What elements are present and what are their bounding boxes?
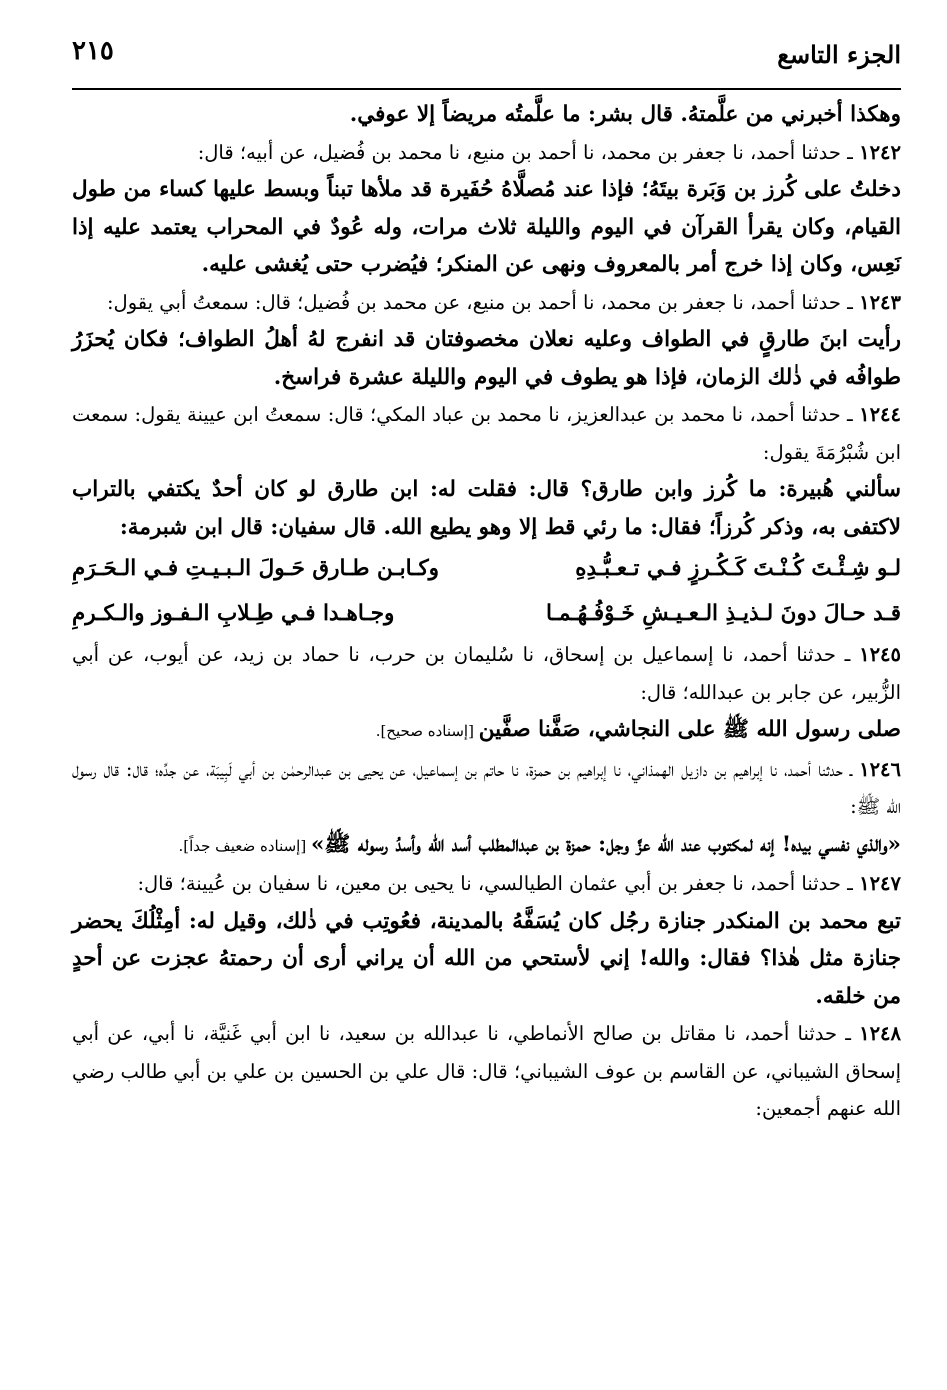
isnad-paragraph xyxy=(72,751,901,826)
isnad-text: ـ حدثنا أحمد، نا إبراهيم بن دازيل الهمذاني، نا إبراهيم بن حمزة، نا حاتم بن إسماعيل، عن يحيى بن عبدالرحمٰن بن أبي لَبِيبَة، عن جدِّه؛ قال: قال رسول الله ﷺ: xyxy=(72,757,901,818)
verse-first-hemistich: لـو شِـئْـتَ كُـنْـتَ كَـكُـرزٍ فـي تـعـبُّـدِهِ xyxy=(575,556,901,581)
matn-text: صلى رسول الله ﷺ على النجاشي، صَفَّنا صفَّين xyxy=(478,717,901,742)
isnad-text: ـ حدثنا أحمد، نا جعفر بن أبي عثمان الطيالسي، نا يحيى بن معين، نا سفيان بن عُيينة؛ قال: xyxy=(137,872,860,895)
matn-paragraph xyxy=(72,711,901,751)
isnad-text: ـ حدثنا أحمد، نا جعفر بن محمد، نا أحمد بن منيع، نا محمد بن فُضيل، عن أبيه؛ قال: xyxy=(197,140,860,164)
poetry-verse xyxy=(72,591,901,636)
matn-paragraph xyxy=(72,321,901,396)
verse-first-hemistich: قـد حـالَ دونَ لـذيـذِ الـعـيـشِ خَـوْفُـهُـمـا xyxy=(546,601,901,626)
matn-paragraph xyxy=(72,96,901,134)
isnad-text: ـ حدثنا أحمد، نا محمد بن عبدالعزيز، نا محمد بن عباد المكي؛ قال: سمعتُ ابن عيينة يقول: سمعت ابن شُبْرُمَةَ يقول: xyxy=(72,403,901,464)
matn-text: دخلتُ على كُرز بن وَبَرة بيتَهُ؛ فإذا عند مُصلَّاهُ حُفَيرة قد ملأها تبناً وبسط عليها كساء من طول القيام، وكان يقرأ القرآن في اليوم والليلة ثلاث مرات، وله عُودٌ في المحراب يعتمد عليه إذا نَعِس، وكان إذا خرج أمر بالمعروف ونهى عن المنكر؛ فيُضرب حتى يُغشى عليه. xyxy=(72,177,901,277)
matn-text: وهكذا أخبرني من علَّمتهُ. قال بشر: ما علَّمتُه مريضاً إلا عوفي. xyxy=(349,102,901,127)
hadith-number: ١٢٤٢ xyxy=(859,140,901,164)
page-body xyxy=(72,96,901,1128)
isnad-paragraph xyxy=(72,1015,901,1128)
matn-paragraph xyxy=(72,903,901,1016)
verse-second-hemistich: وكـابـن طـارق حَـولَ الـبـيـتِ فـي الـحَـرَمِ xyxy=(72,556,440,581)
hadith-number: ١٢٤٨ xyxy=(859,1022,901,1045)
matn-paragraph xyxy=(72,826,901,866)
isnad-grade: [إسناده ضعيف جداً]. xyxy=(178,836,311,855)
hadith-number: ١٢٤٥ xyxy=(859,643,901,666)
hadith-number: ١٢٤٤ xyxy=(859,403,901,426)
isnad-paragraph xyxy=(72,865,901,903)
poetry-verse xyxy=(72,546,901,591)
hadith-number: ١٢٤٣ xyxy=(859,290,901,314)
page-header xyxy=(72,36,901,90)
matn-text: «والذي نفسي بيده! إنه لمكتوب عند الله عزَّ وجل: حمزة بن عبدالمطلب أسد الله وأسدُ رسوله ﷺ» xyxy=(310,831,901,857)
matn-paragraph xyxy=(72,171,901,284)
isnad-text: ـ حدثنا أحمد، نا جعفر بن محمد، نا أحمد بن منيع، عن محمد بن فُضيل؛ قال: سمعتُ أبي يقول: xyxy=(106,290,860,314)
isnad-text: ـ حدثنا أحمد، نا إسماعيل بن إسحاق، نا سُليمان بن حرب، نا حماد بن زيد، عن أيوب، عن أبي الزُّبير، عن جابر بن عبدالله؛ قال: xyxy=(72,643,901,704)
hadith-number: ١٢٤٧ xyxy=(859,872,901,895)
isnad-paragraph xyxy=(72,636,901,711)
matn-text: سألني هُبيرة: ما كُرز وابن طارق؟ قال: فقلت له: ابن طارق لو كان أحدٌ يكتفي بالتراب لاكتفى به، وذكر كُرزاً؛ فقال: ما رئي قط إلا وهو يطيع الله. قال سفيان: قال ابن شبرمة: xyxy=(72,477,901,540)
verse-second-hemistich: وجـاهـدا فـي طِـلابِ الـفـوز والـكـرمِ xyxy=(72,601,395,626)
isnad-paragraph xyxy=(72,134,901,172)
page-number: ٢١٥ xyxy=(72,36,114,66)
isnad-paragraph xyxy=(72,284,901,322)
isnad-grade: [إسناده صحيح]. xyxy=(375,722,479,740)
hadith-number: ١٢٤٦ xyxy=(859,757,901,781)
matn-text: تبع محمد بن المنكدر جنازة رجُل كان يُسَفَّهُ بالمدينة، فعُوتِب في ذٰلك، وقيل له: أمِثْلُكَ يحضر جنازة مثل هٰذا؟ فقال: والله! إني لأستحي من الله أن يراني أرى أن رحمتهُ عجزت عن أحدٍ من خلقه. xyxy=(72,908,901,1009)
matn-paragraph xyxy=(72,471,901,546)
isnad-paragraph xyxy=(72,396,901,471)
isnad-text: ـ حدثنا أحمد، نا مقاتل بن صالح الأنماطي، نا عبدالله بن سعيد، نا ابن أبي غَنيَّة، نا أبي، عن أبي إسحاق الشيباني، عن القاسم بن عوف الشيباني؛ قال: قال علي بن الحسين بن علي بن أبي طالب رضي الله عنهم أجمعين: xyxy=(72,1022,901,1120)
running-title: الجزء التاسع xyxy=(777,40,901,69)
matn-text: رأيت ابنَ طارقٍ في الطواف وعليه نعلان مخصوفتان قد انفرج لهُ أهلُ الطواف؛ فكان يُحزَرُ طوافُه في ذٰلك الزمان، فإذا هو يطوف في اليوم والليلة عشرة فراسخ. xyxy=(72,327,901,390)
